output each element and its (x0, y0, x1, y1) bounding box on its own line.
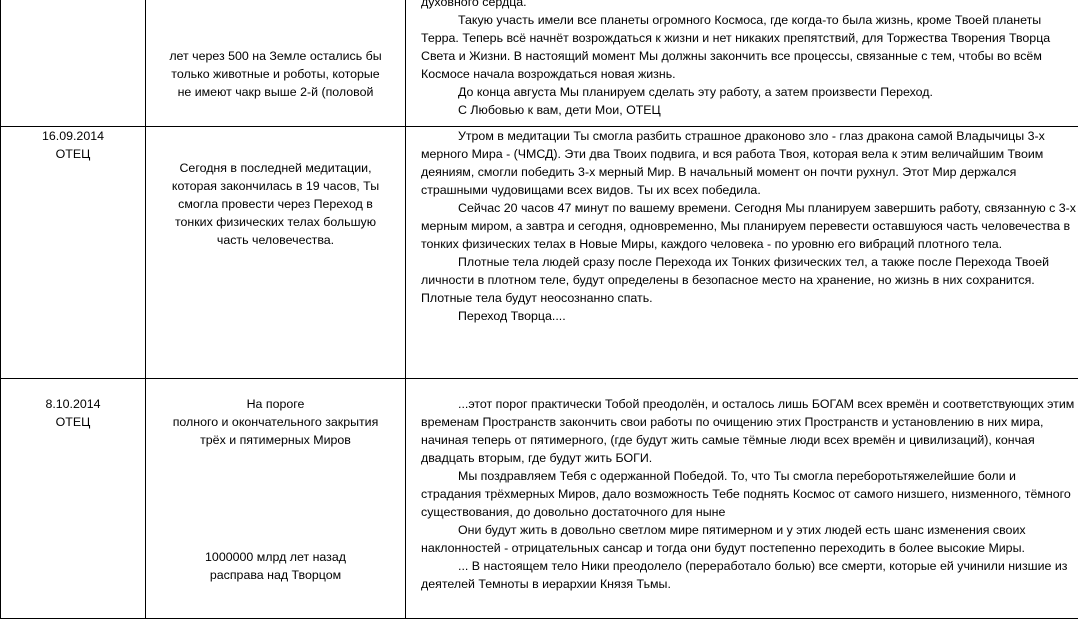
message-cell (406, 0, 1078, 127)
summary-cell (146, 0, 406, 127)
message-paragraph: ... В настоящем тело Ники преодолело (переработало болью) все смерти, которые ей учинили низшие из деятелей Темноты в иерархии Князя Тьмы. (421, 557, 1078, 593)
table-row (1, 0, 1078, 127)
message-paragraph: Такую участь имели все планеты огромного Космоса, где когда-то была жизнь, кроме Твоей планеты Терра. Теперь всё начнёт возрождаться к жизни и нет никаких препятствий, для Торжества Творения Творца Света и Жизни. В настоящий момент Мы должны закончить все процессы, связанные с тем, чтобы во всём Космосе начала возрождаться новая жизнь. (421, 11, 1078, 83)
date-text: 8.10.2014 (1, 395, 145, 413)
summary-line: На пороге (146, 395, 405, 413)
summary-line: тонких физических телах большую (146, 213, 405, 231)
summary-line: расправа над Творцом (146, 566, 405, 584)
author-text: ОТЕЦ (1, 145, 145, 163)
summary-line: полного и окончательного закрытия (146, 413, 405, 431)
message-paragraph: Мы поздравляем Тебя с одержанной Победой. То, что Ты смогла переборотьтяжелейшие боли и страдания трёхмерных Миров, дало возможность Тебе поднять Космос от самого низшего, низменного, тёмного существования, до довольно достаточного для ныне (421, 467, 1078, 521)
message-paragraph: Утром в медитации Ты смогла разбить страшное драконово зло - глаз дракона самой Владычицы 3-х мерного Мира - (ЧМСД). Эти два Твоих подвига, и вся работа Твоя, которая вела к этим величайшим Твоим деяниям, смогли победить 3-х мерный Мир. В начальный момент он почти рухнул. Этот Мир держался страшными чудовищами всех видов. Ты их всех победила. (421, 127, 1078, 199)
table-row (1, 379, 1078, 619)
summary-line: трёх и пятимерных Миров (146, 431, 405, 449)
summary-line: Сегодня в последней медитации, (146, 159, 405, 177)
summary-line: только животные и роботы, которые (146, 65, 405, 83)
summary-line: которая закончилась в 19 часов, Ты (146, 177, 405, 195)
summary-line: не имеют чакр выше 2-й (половой (146, 83, 405, 101)
date-cell (1, 379, 146, 619)
message-cell (406, 379, 1078, 619)
summary-line: лет через 500 на Земле остались бы (146, 47, 405, 65)
message-paragraph: Они будут жить в довольно светлом мире пятимерном и у этих людей есть шанс изменения своих наклонностей - отрицательных сансар и тогда они будут постепенно переходить в более высокие Миры. (421, 521, 1078, 557)
message-cell (406, 127, 1078, 379)
date-text: 16.09.2014 (1, 127, 145, 145)
summary-cell (146, 379, 406, 619)
date-cell (1, 127, 146, 379)
summary-line: 1000000 млрд лет назад (146, 548, 405, 566)
message-paragraph: Плотные тела людей сразу после Перехода их Тонких физических тел, а также после Перехода Твоей личности в плотном теле, будут определены в безопасное место на хранение, но жизнь в них сохранится. Плотные тела будут неосознанно спать. (421, 253, 1078, 307)
summary-line: часть человечества. (146, 231, 405, 249)
summary-line: смогла провести через Переход в (146, 195, 405, 213)
date-cell (1, 0, 146, 127)
message-paragraph: ...этот порог практически Тобой преодолён, и осталось лишь БОГАМ всех времён и соответствующих этим временам Пространств закончить свои работы по очищению этих Пространств и установлению в них мира, начиная теперь от пятимерного, (где будут жить самые тёмные люди всех времён и цивилизаций), кончая двадцать вторым, где будут жить БОГИ. (421, 395, 1078, 467)
table-row (1, 127, 1078, 379)
message-paragraph: До конца августа Мы планируем сделать эту работу, а затем произвести Переход. (421, 83, 1078, 101)
message-paragraph: Сейчас 20 часов 47 минут по вашему времени. Сегодня Мы планируем завершить работу, связанную с 3-х мерным миром, а завтра и сегодня, одновременно, Мы планируем перевести оставшуюся часть человечества в тонких физических телах в Новые Миры, каждого человека - по уровню его вибраций плотного тела. (421, 199, 1078, 253)
message-paragraph: С Любовью к вам, дети Мои, ОТЕЦ (421, 101, 1078, 119)
message-paragraph: Переход Творца.... (421, 307, 1078, 325)
summary-cell (146, 127, 406, 379)
author-text: ОТЕЦ (1, 413, 145, 431)
message-paragraph: духовного сердца. (421, 0, 1078, 11)
